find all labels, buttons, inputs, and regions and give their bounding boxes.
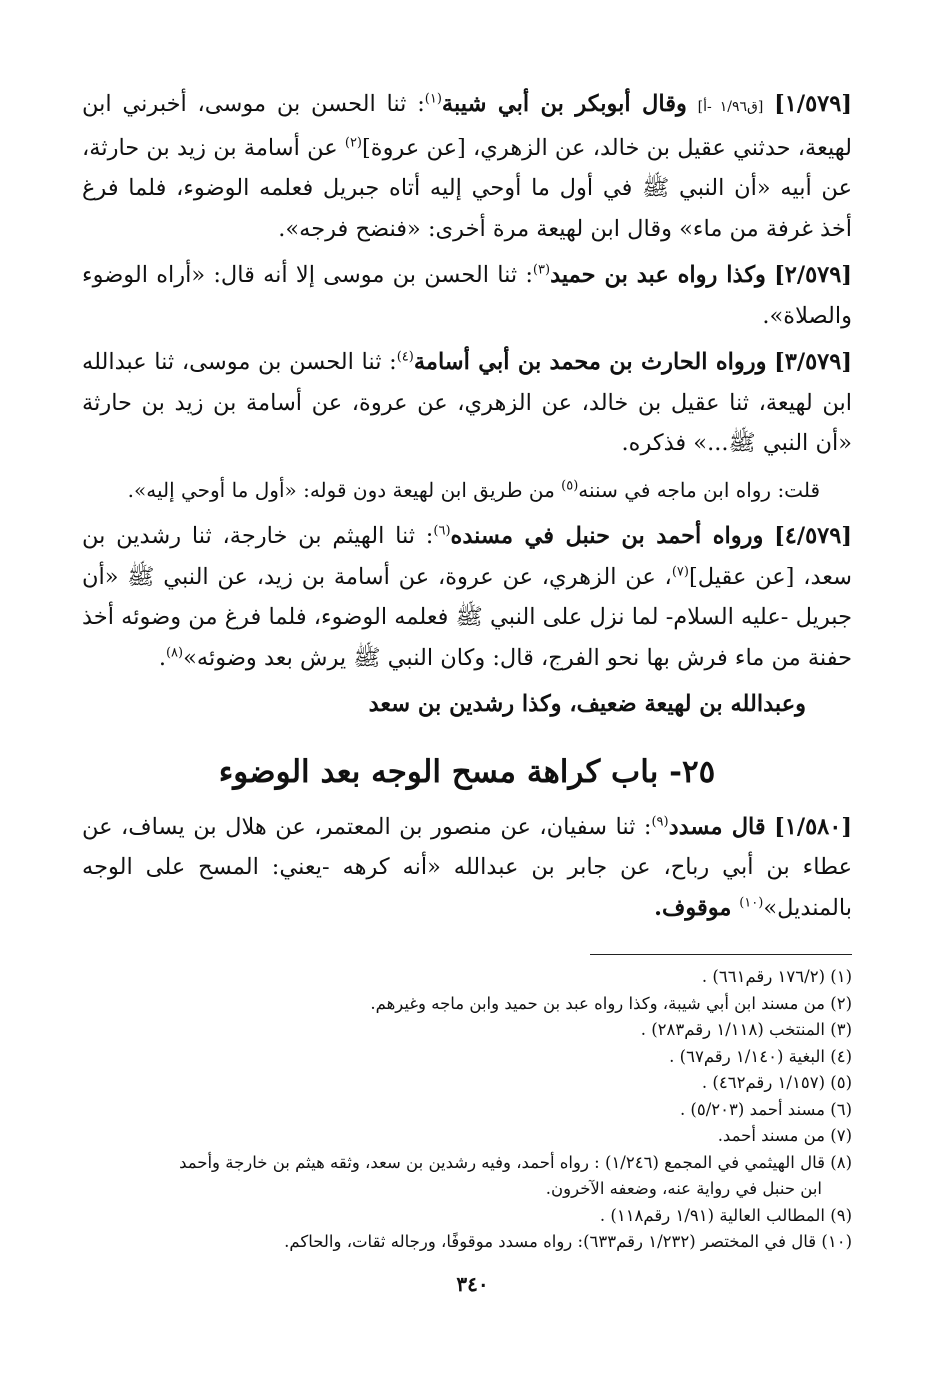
manuscript-folio-note: [ق١/٩٦ -أ] xyxy=(697,99,764,115)
footnote-ref: (٥) xyxy=(561,477,579,493)
footnote-4: (٤) البغية (١/١٤٠ رقم٦٧) . xyxy=(669,1046,852,1066)
page-number: ٣٤٠ xyxy=(456,1272,489,1296)
hadith-text: عن أسامة بن زيد بن حارثة، عن أبيه «أن النبي ﷺ في أول ما أوحي إليه أتاه جبريل فعلمه الوضوء، فلما فرغ أخذ غرفة من ماء» وقال ابن لهيعة مرة أخرى: «فنضح فرجه». xyxy=(82,134,852,242)
paragraph-579-1 xyxy=(82,84,852,249)
author-comment xyxy=(82,470,852,511)
footnote-1: (١) (١٧٦/٢ رقم٦٦١) . xyxy=(701,967,852,986)
paragraph-580-1 xyxy=(82,807,852,929)
footnote-ref: (٧) xyxy=(671,564,689,579)
hadith-text: : ثنا الحسن بن موسى، أخبرني ابن لهيعة، حدثني عقيل بن خالد، عن الزهري، [عن عروة] xyxy=(82,91,852,161)
hadith-text: : ثنا سفيان، عن منصور بن المعتمر، عن هلال بن يساف، عن عطاء بن أبي رباح، عن جابر بن عبدالله «أنه كرهه -يعني: المسح على الوجه بالمنديل» xyxy=(82,813,852,921)
footnote-ref: (٢) xyxy=(344,135,362,150)
footnote-ref: (٨) xyxy=(165,645,184,660)
hadith-text: : ثنا الحسن بن موسى، ثنا عبدالله ابن لهيعة، ثنا عقيل بن خالد، عن الزهري، عن عروة، عن أسامة بن زيد بن حارثة «أن النبي ﷺ...» فذكره. xyxy=(82,349,852,456)
hadith-text: : ثنا الحسن بن موسى إلا أنه قال: «أراه الوضوء والصلاة». xyxy=(82,262,852,329)
hadith-number: [٤/٥٧٩] xyxy=(774,523,852,549)
narrator-lead: وكذا رواه عبد بن حميد xyxy=(550,262,766,288)
hadith-text: : ثنا الهيثم بن خارجة، ثنا رشدين بن سعد، [عن عقيل] xyxy=(82,523,852,590)
narrator-lead: ورواه أحمد بن حنبل في مسنده xyxy=(450,523,764,549)
grading-statement: وعبدالله بن لهيعة ضعيف، وكذا رشدين بن سعد xyxy=(368,691,806,717)
hadith-number: [٣/٥٧٩] xyxy=(774,349,853,375)
narrator-lead: قال مسدد xyxy=(668,813,766,840)
paragraph-579-3 xyxy=(82,342,852,464)
footnote-8: (٨) قال الهيثمي في المجمع (١/٢٤٦) : رواه أحمد، وفيه رشدين بن سعد، وثقه هيثم بن خارجة وأحمد xyxy=(179,1152,852,1172)
hadith-number: [١/٥٧٩] xyxy=(774,91,852,117)
chapter-title: ٢٥- باب كراهة مسح الوجه بعد الوضوء xyxy=(218,753,716,790)
hadith-text: . xyxy=(158,644,166,671)
footnote-ref: (٤) xyxy=(396,349,414,365)
hadith-status: موقوف. xyxy=(654,894,740,921)
main-text xyxy=(82,84,852,934)
narrator-lead: وقال أبوبكر بن أبي شيبة xyxy=(441,91,687,117)
footnote-6: (٦) مسند أحمد (٥/٢٠٣) . xyxy=(679,1099,852,1119)
footnote-3: (٣) المنتخب (١/١١٨ رقم٢٨٣) . xyxy=(640,1020,852,1039)
comment-text: قلت: رواه ابن ماجه في سننه xyxy=(578,477,820,502)
footnote-2: (٢) من مسند ابن أبي شيبة، وكذا رواه عبد بن حميد وابن ماجه وغيرهم. xyxy=(370,993,852,1013)
footnotes xyxy=(82,964,852,1256)
footnote-ref: (١) xyxy=(424,91,442,107)
paragraph-579-4 xyxy=(82,516,852,678)
paragraph-579-2 xyxy=(82,255,852,336)
footnote-9: (٩) المطالب العالية (١/٩١ رقم١١٨) . xyxy=(599,1205,852,1225)
footnote-5: (٥) (١/١٥٧ رقم٤٦٢) . xyxy=(701,1073,852,1092)
footnote-8-continuation: ابن حنبل في رواية عنه، وضعفه الآخرون. xyxy=(545,1179,822,1198)
footnote-ref: (٣) xyxy=(532,262,551,278)
footnote-ref: (١٠) xyxy=(739,895,764,910)
comment-text: من طريق ابن لهيعة دون قوله: «أول ما أوحي إليه». xyxy=(127,477,562,502)
hadith-number: [١/٥٨٠] xyxy=(774,813,852,840)
hadith-text: ، عن الزهري، عن عروة، عن أسامة بن زيد، عن النبي ﷺ «أن جبريل -عليه السلام- لما نزل على النبي ﷺ فعلمه الوضوء، فلما فرغ من وضوئه أخذ حفنة من ماء فرش بها نحو الفرج، قال: وكان النبي ﷺ يرش بعد وضوئه» xyxy=(82,563,852,671)
footnote-divider xyxy=(590,954,852,955)
footnote-ref: (٩) xyxy=(651,814,669,829)
narrator-lead: ورواه الحارث بن محمد بن أبي أسامة xyxy=(413,349,767,375)
footnote-10: (١٠) قال في المختصر (١/٢٣٢ رقم٦٣٣): رواه مسدد موقوفًا، ورجاله ثقات، والحاكم. xyxy=(284,1232,852,1251)
hadith-number: [٢/٥٧٩] xyxy=(774,262,852,288)
footnote-7: (٧) من مسند أحمد. xyxy=(717,1126,852,1145)
footnote-ref: (٦) xyxy=(433,523,451,539)
